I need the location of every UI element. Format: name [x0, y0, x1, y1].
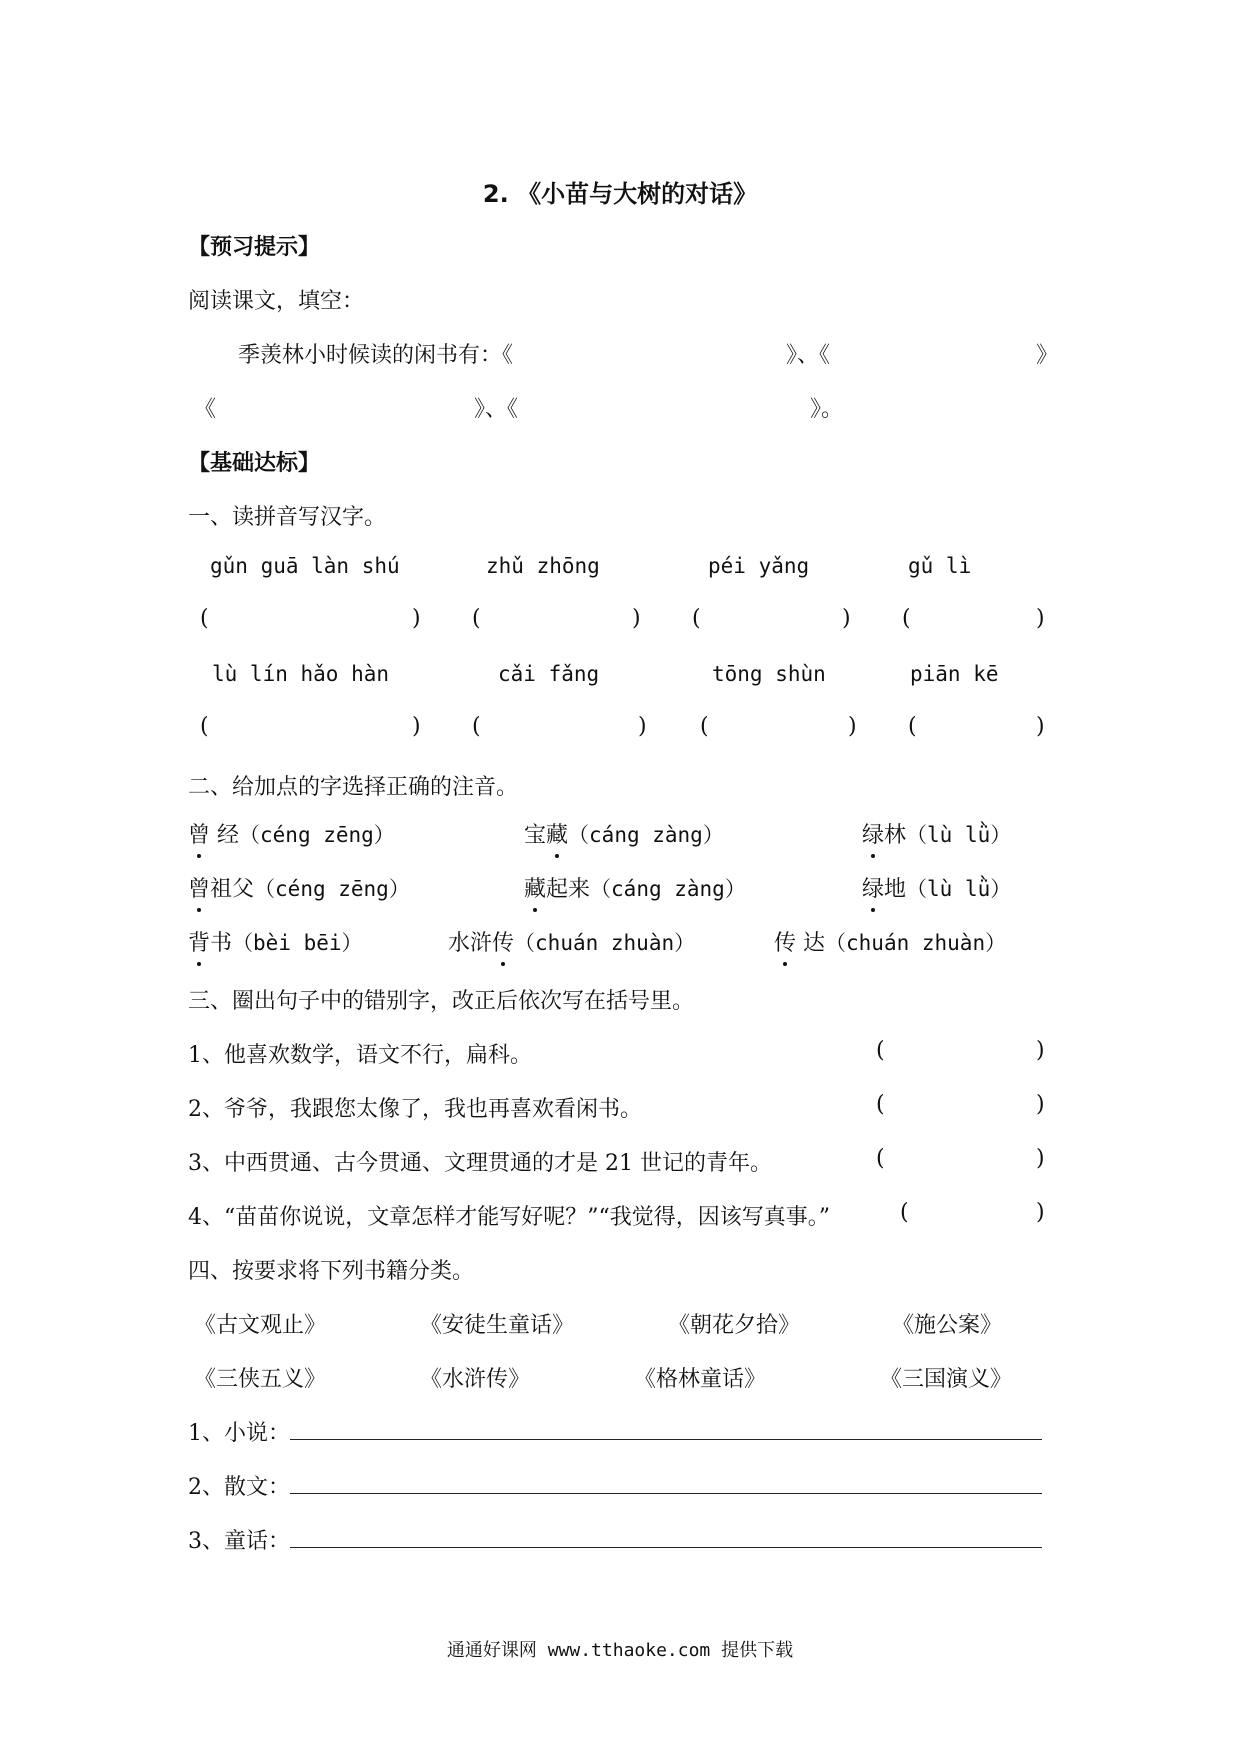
paren-close: ) [632, 606, 641, 631]
category-line [188, 1416, 1042, 1447]
paren-open: ( [876, 1092, 885, 1117]
dotted-char-item: 背书（bèi bēi） [188, 926, 363, 957]
category-line [188, 1470, 1042, 1501]
pinyin-item: piān kē [910, 662, 999, 686]
pinyin-choice: （cáng zàng） [568, 823, 724, 847]
dotted-char-item: 宝藏（cáng zàng） [524, 818, 724, 849]
pinyin-item: cǎi fǎng [498, 662, 600, 686]
preview-instruction: 阅读课文，填空： [188, 289, 365, 314]
paren-open: ( [200, 714, 209, 739]
category-label: 3、童话： [188, 1529, 290, 1554]
paren-open: ( [902, 606, 911, 631]
preview-line1-end: 》 [1036, 343, 1059, 368]
paren-close: ) [1036, 1146, 1045, 1171]
paren-open: ( [908, 714, 917, 739]
pinyin-choice: （cáng zàng） [590, 877, 746, 901]
pinyin-item: lù lín hǎo hàn [212, 662, 390, 686]
q2-title: 二、给加点的字选择正确的注音。 [188, 775, 519, 800]
preview-line2-end: 》。 [810, 397, 844, 422]
paren-close: ) [1036, 606, 1045, 631]
page-footer: 通通好课网 www.tthaoke.com 提供下载 [446, 1640, 794, 1661]
q1-title: 一、读拼音写汉字。 [188, 505, 387, 530]
dotted-char-item: 藏起来（cáng zàng） [524, 872, 746, 903]
paren-open: ( [876, 1038, 885, 1063]
paren-close: ) [412, 606, 421, 631]
pinyin-choice: （chuán zhuàn） [825, 931, 1007, 955]
dotted-char: 曾 [188, 872, 210, 903]
q3-item: 4、“苗苗你说说，文章怎样才能写好呢？”“我觉得，因该写真事。” [188, 1205, 830, 1230]
paren-open: ( [876, 1146, 885, 1171]
pinyin-item: zhǔ zhōng [486, 554, 600, 578]
paren-open: ( [700, 714, 709, 739]
dotted-char-item: 传 达（chuán zhuàn） [774, 926, 1006, 957]
dotted-char-item: 绿地（lù lǜ） [862, 872, 1011, 903]
paren-open: ( [472, 606, 481, 631]
paren-close: ) [1036, 1038, 1045, 1063]
answer-blank[interactable] [290, 1473, 1042, 1494]
q3-item: 3、中西贯通、古今贯通、文理贯通的才是 21 世记的青年。 [188, 1151, 772, 1176]
dotted-char: 背 [188, 926, 210, 957]
dotted-char-item: 曾祖父（céng zēng） [188, 872, 410, 903]
book-item: 《三国演义》 [880, 1367, 1013, 1392]
dotted-char: 传 [774, 926, 796, 957]
page-title: 2. 《小苗与大树的对话》 [482, 180, 758, 208]
book-item: 《施公案》 [892, 1313, 1003, 1338]
preview-line2-mid: 》、《 [474, 397, 519, 422]
answer-blank[interactable] [290, 1419, 1042, 1440]
category-label: 2、散文： [188, 1475, 290, 1500]
pinyin-choice: （chuán zhuàn） [514, 931, 696, 955]
pinyin-choice: （lù lǜ） [906, 823, 1012, 847]
paren-open: ( [900, 1200, 909, 1225]
q4-title: 四、按要求将下列书籍分类。 [188, 1259, 475, 1284]
pinyin-choice: （céng zēng） [239, 823, 395, 847]
section-header-preview: 【预习提示】 [188, 235, 321, 260]
book-item: 《安徒生童话》 [420, 1313, 575, 1338]
paren-close: ) [1036, 1092, 1045, 1117]
dotted-char-item: 水浒传（chuán zhuàn） [448, 926, 695, 957]
dotted-char: 绿 [862, 818, 884, 849]
book-item: 《水浒传》 [420, 1367, 531, 1392]
category-line [188, 1524, 1042, 1555]
pinyin-choice: （lù lǜ） [906, 877, 1012, 901]
pinyin-item: gǔ lì [908, 554, 972, 578]
book-item: 《格林童话》 [634, 1367, 767, 1392]
dotted-char: 藏 [546, 818, 568, 849]
pinyin-item: péi yǎng [708, 554, 810, 578]
dotted-char: 藏 [524, 872, 546, 903]
pinyin-item: tōng shùn [712, 662, 826, 686]
category-label: 1、小说： [188, 1421, 290, 1446]
paren-close: ) [848, 714, 857, 739]
paren-open: ( [472, 714, 481, 739]
q3-item: 2、爷爷，我跟您太像了，我也再喜欢看闲书。 [188, 1097, 642, 1122]
answer-blank[interactable] [290, 1527, 1042, 1548]
paren-close: ) [1036, 1200, 1045, 1225]
preview-line2-start: 《 [194, 397, 217, 422]
paren-open: ( [692, 606, 701, 631]
dotted-char: 绿 [862, 872, 884, 903]
paren-close: ) [412, 714, 421, 739]
paren-close: ) [638, 714, 647, 739]
dotted-char-item: 曾 经（céng zēng） [188, 818, 395, 849]
paren-close: ) [1036, 714, 1045, 739]
q3-title: 三、圈出句子中的错别字，改正后依次写在括号里。 [188, 989, 695, 1014]
pinyin-choice: （bèi bēi） [232, 931, 363, 955]
paren-open: ( [200, 606, 209, 631]
pinyin-item: gǔn guā làn shú [210, 554, 400, 578]
book-item: 《三侠五义》 [194, 1367, 327, 1392]
dotted-char: 曾 [188, 818, 210, 849]
q3-item: 1、他喜欢数学，语文不行，扁科。 [188, 1043, 532, 1068]
preview-line1-mid: 》、《 [786, 343, 831, 368]
paren-close: ) [842, 606, 851, 631]
dotted-char: 传 [492, 926, 514, 957]
book-item: 《朝花夕拾》 [668, 1313, 801, 1338]
book-item: 《古文观止》 [194, 1313, 327, 1338]
section-header-basic: 【基础达标】 [188, 451, 321, 476]
preview-line1-text: 季羡林小时候读的闲书有：《 [238, 343, 514, 368]
dotted-char-item: 绿林（lù lǜ） [862, 818, 1011, 849]
pinyin-choice: （céng zēng） [254, 877, 410, 901]
